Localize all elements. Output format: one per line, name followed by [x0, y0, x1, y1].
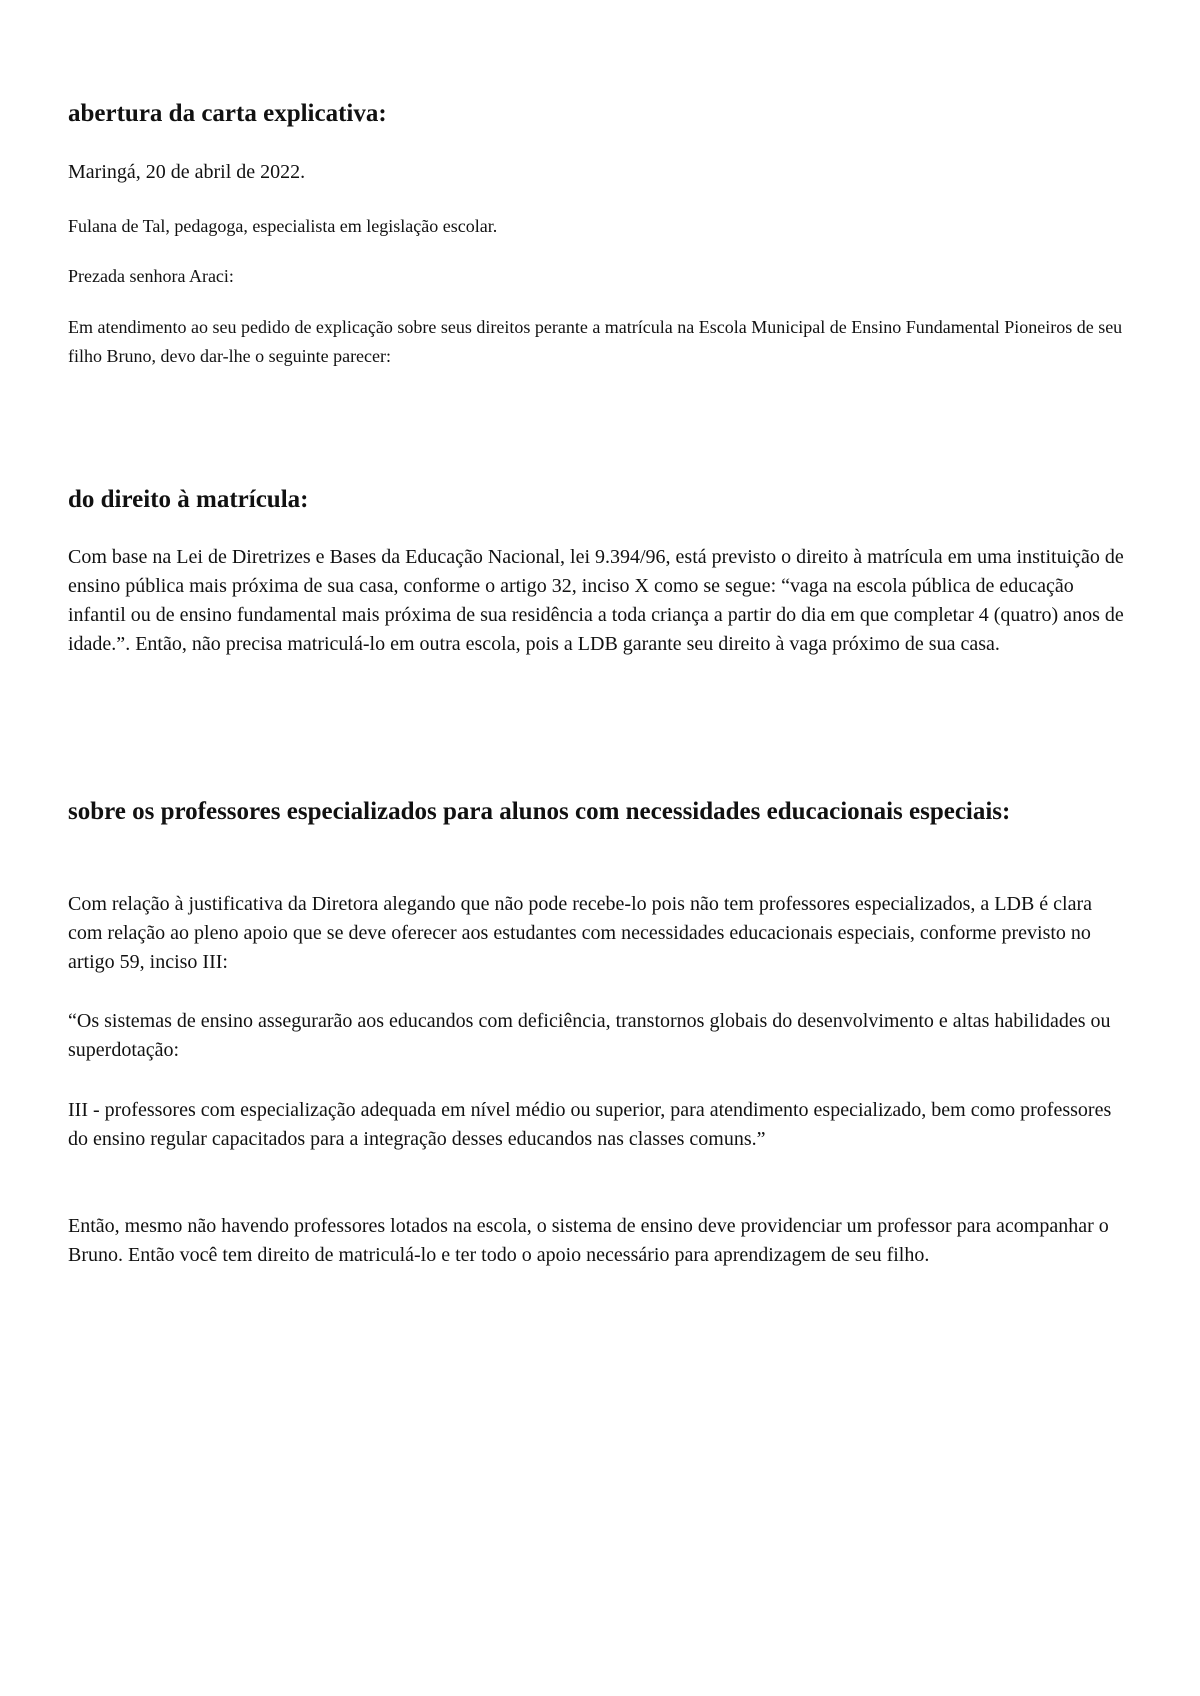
- salutation: Prezada senhora Araci:: [68, 266, 234, 286]
- enrollment-heading: do direito à matrícula:: [68, 486, 309, 513]
- intro-paragraph: Em atendimento ao seu pedido de explicação sobre seus direitos perante a matrícula na Escola Municipal de Ensino Fundamental Pioneiros de seu filho Bruno, devo dar-lhe o seguinte parecer:: [68, 317, 1123, 366]
- teachers-heading: sobre os professores especializados para alunos com necessidades educacionais especiais:: [68, 798, 1011, 825]
- opening-heading: abertura da carta explicativa:: [68, 100, 387, 127]
- author-line: Fulana de Tal, pedagoga, especialista em legislação escolar.: [68, 216, 498, 236]
- law-quote-item: III - professores com especialização adequada em nível médio ou superior, para atendimento especializado, bem como professores do ensino regular capacitados para a integração desses educandos nas classes comuns.”: [68, 1099, 1112, 1150]
- date-line: Maringá, 20 de abril de 2022.: [68, 161, 306, 183]
- law-quote-intro: “Os sistemas de ensino assegurarão aos educandos com deficiência, transtornos globais do desenvolvimento e altas habilidades ou superdotação:: [68, 1010, 1111, 1061]
- conclusion-paragraph: Então, mesmo não havendo professores lotados na escola, o sistema de ensino deve providenciar um professor para acompanhar o Bruno. Então você tem direito de matriculá-lo e ter todo o apoio necessário para aprendizagem de seu filho.: [68, 1215, 1109, 1266]
- teachers-paragraph: Com relação à justificativa da Diretora alegando que não pode recebe-lo pois não tem professores especializados, a LDB é clara com relação ao pleno apoio que se deve oferecer aos estudantes com necessidades educacionais especiais, conforme previsto no artigo 59, inciso III:: [68, 893, 1093, 973]
- enrollment-paragraph: Com base na Lei de Diretrizes e Bases da Educação Nacional, lei 9.394/96, está previsto o direito à matrícula em uma instituição de ensino pública mais próxima de sua casa, conforme o artigo 32, inciso X como se segue: “vaga na escola pública de educação infantil ou de ensino fundamental mais próxima de sua residência a toda criança a partir do dia em que completar 4 (quatro) anos de idade.”. Então, não precisa matriculá-lo em outra escola, pois a LDB garante seu direito à vaga próximo de sua casa.: [68, 546, 1124, 655]
